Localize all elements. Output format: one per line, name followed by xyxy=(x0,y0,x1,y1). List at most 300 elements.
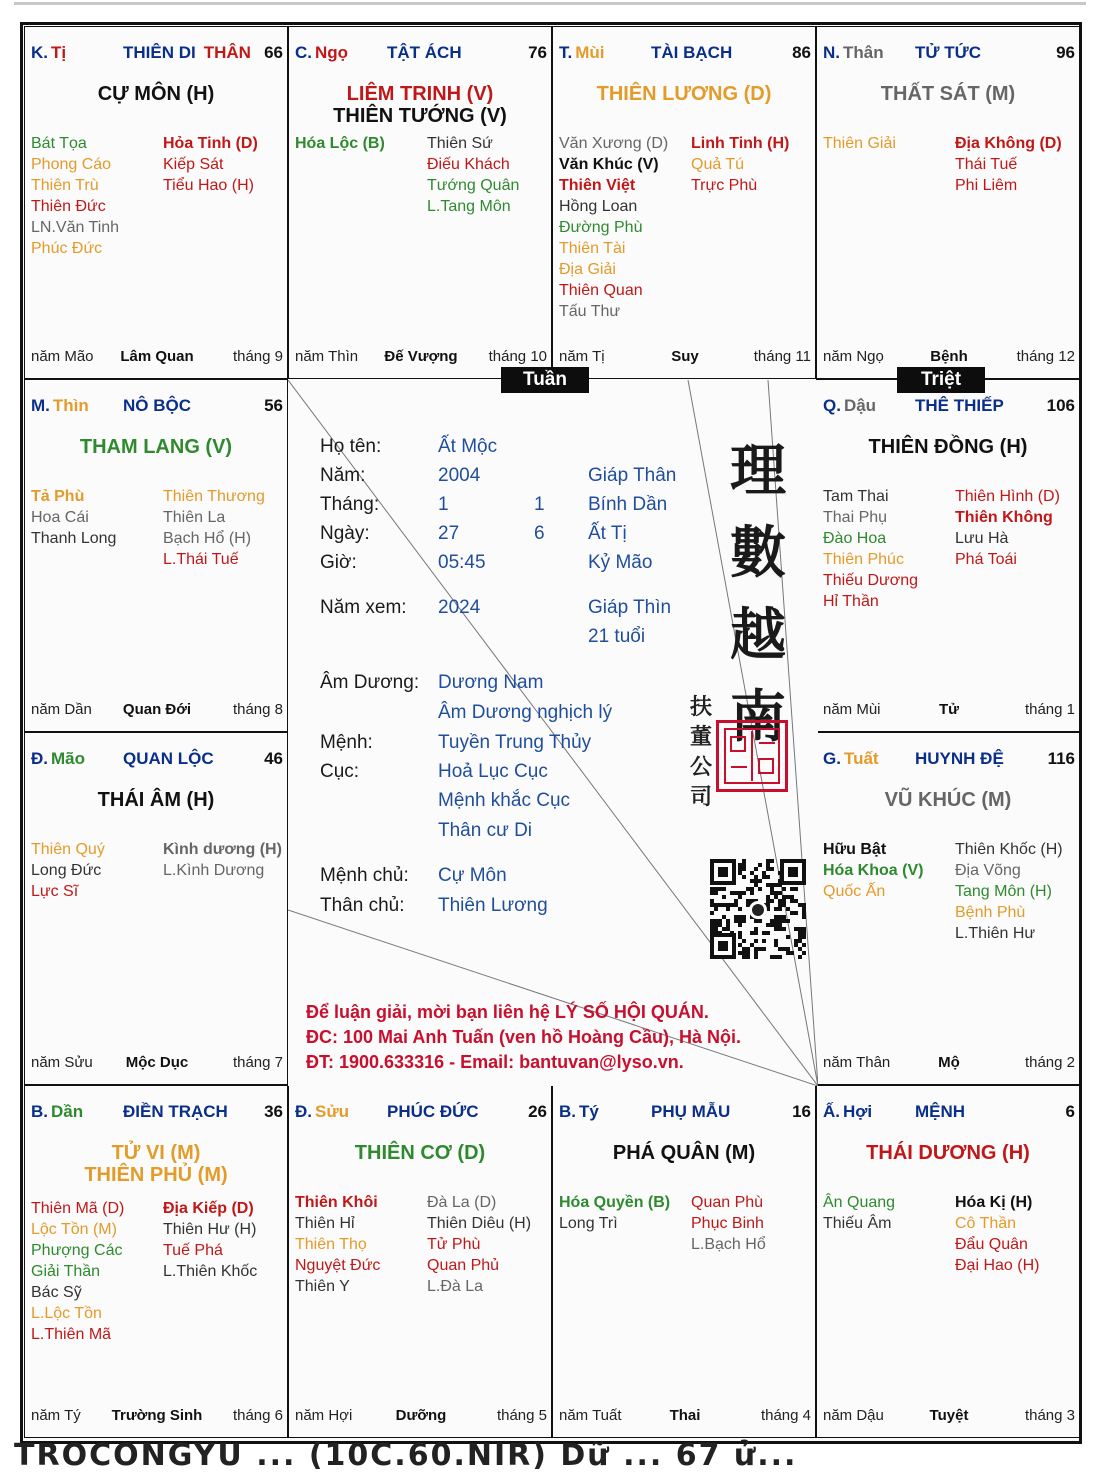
minor-stars-right xyxy=(163,1198,257,1282)
calligraphy-column xyxy=(718,430,798,758)
palace-header xyxy=(823,43,1075,67)
palace-footer xyxy=(559,1407,811,1427)
value-ngay: 27 xyxy=(438,523,460,544)
minor-star: Địa Giải xyxy=(559,261,616,278)
label-ho-ten: Họ tên: xyxy=(320,436,382,457)
palace-year: năm Tị xyxy=(559,348,605,365)
palace-header xyxy=(31,1102,283,1126)
palace-footer xyxy=(295,348,547,368)
value-am-duong-2: Âm Dương nghịch lý xyxy=(438,702,613,723)
than-marker: THÂN xyxy=(203,43,251,62)
palace-header xyxy=(295,43,547,67)
minor-star: Thiên Diêu (H) xyxy=(427,1215,532,1232)
palace-than[interactable] xyxy=(816,26,1080,379)
palace-life-stage: Mộ xyxy=(938,1054,960,1071)
minor-star: Thiên Phúc xyxy=(823,551,904,568)
palace-footer xyxy=(295,1407,547,1427)
palace-footer xyxy=(823,1054,1075,1074)
palace-life-stage: Lâm Quan xyxy=(120,348,194,365)
minor-star: Thanh Long xyxy=(31,530,117,547)
palace-tuat[interactable] xyxy=(816,732,1080,1085)
minor-star: Linh Tinh (H) xyxy=(691,135,790,152)
palace-branch xyxy=(31,396,89,416)
palace-life-stage: Trường Sinh xyxy=(111,1407,203,1424)
minor-star: Đẩu Quân xyxy=(955,1236,1028,1253)
branch-char: Thìn xyxy=(52,396,89,415)
main-star: THIÊN TƯỚNG (V) xyxy=(333,105,507,127)
minor-star: Quan Phủ xyxy=(427,1257,500,1274)
palace-footer xyxy=(559,348,811,368)
branch-prefix: M. xyxy=(31,396,50,415)
value-menh: Tuyền Trung Thủy xyxy=(438,732,592,753)
palace-name-text: QUAN LỘC xyxy=(123,749,214,768)
palace-name-text: TÀI BẠCH xyxy=(651,43,733,62)
palace-name xyxy=(915,1102,965,1122)
palace-ngo[interactable] xyxy=(288,26,552,379)
minor-star: Tam Thai xyxy=(823,488,889,505)
minor-star: Thiên Quan xyxy=(559,282,643,299)
minor-star: Thiên Quý xyxy=(31,841,105,858)
minor-star: Long Đức xyxy=(31,862,102,879)
minor-star: Đào Hoa xyxy=(823,530,887,547)
palace-branch xyxy=(823,749,879,769)
palace-name-text: PHỤ MẪU xyxy=(651,1102,731,1121)
value-cuc-2: Mệnh khắc Cục xyxy=(438,790,571,811)
minor-star: Văn Xương (D) xyxy=(559,135,669,152)
palace-name xyxy=(387,43,462,63)
branch-prefix: Ấ. xyxy=(823,1102,840,1121)
calligraphy-char: 理 xyxy=(730,438,786,504)
minor-star: Ân Quang xyxy=(823,1194,896,1211)
palace-month: tháng 9 xyxy=(232,348,283,365)
palace-header xyxy=(31,749,283,773)
palace-dau[interactable] xyxy=(816,379,1080,732)
palace-footer xyxy=(31,1054,283,1074)
palace-branch xyxy=(295,1102,349,1122)
branch-prefix: B. xyxy=(31,1102,48,1121)
minor-star: Tướng Quân xyxy=(427,177,520,194)
minor-star: Bạch Hổ (H) xyxy=(163,530,252,547)
main-star: CỰ MÔN (H) xyxy=(97,83,215,105)
label-nam-xem: Năm xem: xyxy=(320,597,407,618)
palace-suu[interactable] xyxy=(288,1085,552,1438)
palace-branch xyxy=(823,396,876,416)
palace-name xyxy=(123,43,251,63)
value-than-chu: Thiên Lương xyxy=(438,895,548,916)
contact-address: ĐC: 100 Mai Anh Tuấn (ven hồ Hoàng Cầu), Hà Nội. xyxy=(306,1027,742,1047)
branch-prefix: Đ. xyxy=(295,1102,312,1121)
palace-life-stage: Tuyệt xyxy=(929,1407,969,1424)
minor-star: Địa Không (D) xyxy=(955,135,1062,152)
minor-stars-left xyxy=(823,839,923,902)
palace-ti[interactable] xyxy=(24,26,288,379)
main-stars xyxy=(25,1142,287,1186)
label-cuc: Cục: xyxy=(320,761,360,782)
main-stars xyxy=(289,1142,551,1164)
minor-star: Hóa Khoa (V) xyxy=(823,862,924,879)
minor-star: L.Đà La xyxy=(427,1278,484,1295)
minor-star: Thiên Thọ xyxy=(295,1236,367,1253)
minor-star: Bệnh Phù xyxy=(955,904,1026,921)
minor-stars-left xyxy=(31,486,116,549)
palace-name-text: PHÚC ĐỨC xyxy=(387,1102,479,1121)
minor-star: Địa Võng xyxy=(955,862,1021,879)
minor-star: Thiên Khôi xyxy=(295,1194,378,1211)
minor-star: Hóa Quyền (B) xyxy=(559,1194,671,1211)
minor-stars-left xyxy=(31,1198,124,1345)
minor-star: Thiên Y xyxy=(295,1278,350,1295)
palace-year: năm Sửu xyxy=(31,1054,93,1071)
value-ngay-am: 6 xyxy=(534,523,545,544)
minor-star: Hữu Bật xyxy=(823,841,887,858)
signature-char: 扶 xyxy=(689,694,712,720)
palace-life-stage: Suy xyxy=(671,348,699,365)
palace-number: 26 xyxy=(528,1102,547,1121)
main-star: THẤT SÁT (M) xyxy=(880,83,1016,105)
minor-star: Phượng Các xyxy=(31,1242,123,1259)
value-gio-can: Kỷ Mão xyxy=(588,552,653,573)
palace-number: 6 xyxy=(1065,1102,1075,1121)
palace-mao[interactable] xyxy=(24,732,288,1085)
branch-char: Ngọ xyxy=(315,43,349,62)
signature-char: 董 xyxy=(689,724,712,750)
palace-name-text: TỬ TỨC xyxy=(915,43,981,62)
main-star: THÁI ÂM (H) xyxy=(97,789,215,811)
palace-footer xyxy=(823,1407,1075,1427)
palace-year: năm Dần xyxy=(31,701,92,718)
main-stars xyxy=(817,1142,1079,1164)
footer-caption: TROCONGYU ... (10C.60.NIR) Dữ ... 67 ử... xyxy=(14,1438,798,1473)
minor-star: Đại Hao (H) xyxy=(955,1257,1040,1274)
minor-star: Tả Phù xyxy=(31,488,85,505)
main-star: THÁI DƯƠNG (H) xyxy=(866,1142,1030,1164)
main-stars xyxy=(25,436,287,458)
tuan-marker: Tuần xyxy=(501,367,589,393)
palace-branch xyxy=(823,43,884,63)
minor-star: Địa Kiếp (D) xyxy=(163,1200,254,1217)
palace-number: 86 xyxy=(792,43,811,62)
palace-name-text: MỆNH xyxy=(915,1102,966,1121)
palace-name-text: THIÊN DI xyxy=(123,43,196,62)
palace-name xyxy=(915,749,1004,769)
minor-stars-right xyxy=(955,486,1060,570)
palace-month: tháng 4 xyxy=(760,1407,811,1424)
minor-star: Thiên Hư (H) xyxy=(163,1221,257,1238)
palace-footer xyxy=(823,348,1075,368)
minor-stars-right xyxy=(691,133,789,196)
minor-star: Thai Phụ xyxy=(823,509,888,526)
palace-header xyxy=(559,43,811,67)
palace-year: năm Thìn xyxy=(295,348,359,365)
palace-number: 36 xyxy=(264,1102,283,1121)
minor-stars-left xyxy=(295,1192,380,1297)
palace-life-stage: Dưỡng xyxy=(395,1407,447,1424)
minor-star: Hóa Lộc (B) xyxy=(295,135,385,152)
branch-prefix: B. xyxy=(559,1102,576,1121)
palace-life-stage: Bệnh xyxy=(930,348,968,365)
palace-name-text: TẬT ÁCH xyxy=(387,43,462,62)
minor-star: Thiếu Âm xyxy=(823,1215,892,1232)
minor-stars-left xyxy=(559,1192,670,1234)
value-menh-chu: Cự Môn xyxy=(438,865,507,886)
main-stars xyxy=(289,83,551,127)
main-stars xyxy=(817,83,1079,105)
minor-star: Hồng Loan xyxy=(559,198,638,215)
minor-stars-left xyxy=(823,1192,895,1234)
minor-star: Đà La (D) xyxy=(427,1194,497,1211)
main-star: THIÊN PHỦ (M) xyxy=(84,1164,228,1186)
value-nam-xem-can: Giáp Thìn xyxy=(588,597,672,618)
red-seal-icon xyxy=(716,720,788,792)
minor-star: L.Bạch Hổ xyxy=(691,1236,766,1253)
minor-star: L.Thiên Khốc xyxy=(163,1263,258,1280)
minor-star: Lưu Hà xyxy=(955,530,1009,547)
palace-footer xyxy=(31,348,283,368)
minor-star: Lực Sĩ xyxy=(31,883,79,900)
palace-year: năm Mùi xyxy=(823,701,881,718)
palace-number: 106 xyxy=(1046,396,1075,415)
palace-month: tháng 3 xyxy=(1024,1407,1075,1424)
palace-ty[interactable] xyxy=(552,1085,816,1438)
palace-month: tháng 8 xyxy=(232,701,283,718)
main-star: THIÊN LƯƠNG (D) xyxy=(596,83,772,105)
palace-branch xyxy=(295,43,348,63)
palace-number: 66 xyxy=(264,43,283,62)
branch-char: Hợi xyxy=(843,1102,873,1121)
value-thang: 1 xyxy=(438,494,449,515)
palace-footer xyxy=(31,701,283,721)
palace-year: năm Hợi xyxy=(295,1407,353,1424)
minor-star: Thiên Trù xyxy=(31,177,99,194)
minor-stars-right xyxy=(691,1192,766,1255)
palace-year: năm Dậu xyxy=(823,1407,884,1424)
branch-char: Sửu xyxy=(315,1102,350,1121)
minor-star: Thiên Đức xyxy=(31,198,106,215)
minor-star: Thiên Thương xyxy=(163,488,265,505)
value-ho-ten: Ất Mộc xyxy=(438,436,498,457)
minor-star: L.Thiên Mã xyxy=(31,1326,112,1343)
branch-prefix: Đ. xyxy=(31,749,48,768)
main-stars xyxy=(25,83,287,105)
branch-char: Dậu xyxy=(843,396,877,415)
minor-stars-left xyxy=(559,133,668,322)
palace-name xyxy=(915,396,1004,416)
palace-dan[interactable] xyxy=(24,1085,288,1438)
label-ngay: Ngày: xyxy=(320,523,370,544)
branch-char: Mùi xyxy=(575,43,605,62)
minor-star: Phúc Đức xyxy=(31,240,103,257)
palace-number: 96 xyxy=(1056,43,1075,62)
minor-star: Đường Phù xyxy=(559,219,643,236)
minor-star: Thái Tuế xyxy=(955,156,1018,173)
branch-char: Tý xyxy=(579,1102,599,1121)
palace-month: tháng 2 xyxy=(1024,1054,1075,1071)
minor-stars-left xyxy=(823,133,896,154)
palace-name xyxy=(651,43,732,63)
palace-name-text: THÊ THIẾP xyxy=(915,396,1004,415)
palace-header xyxy=(559,1102,811,1126)
value-thang-can: Bính Dần xyxy=(588,494,668,515)
main-star: THIÊN ĐỒNG (H) xyxy=(868,436,1028,458)
branch-prefix: K. xyxy=(31,43,48,62)
calligraphy-char: 數 xyxy=(730,520,786,586)
minor-star: Thiên Sứ xyxy=(427,135,493,152)
palace-name xyxy=(651,1102,730,1122)
palace-year: năm Tuất xyxy=(559,1407,622,1424)
branch-char: Thân xyxy=(843,43,884,62)
palace-branch xyxy=(31,1102,83,1122)
palace-year: năm Thân xyxy=(823,1054,891,1071)
minor-stars-left xyxy=(823,486,918,612)
palace-life-stage: Mộc Dục xyxy=(125,1054,189,1071)
branch-char: Mão xyxy=(51,749,85,768)
palace-branch xyxy=(559,1102,599,1122)
minor-star: Trực Phù xyxy=(691,177,758,194)
palace-life-stage: Đế Vượng xyxy=(384,348,458,365)
value-am-duong: Dương Nam xyxy=(438,672,544,693)
branch-prefix: C. xyxy=(295,43,312,62)
minor-star: Thiên Việt xyxy=(559,177,636,194)
palace-branch xyxy=(823,1102,872,1122)
main-star: LIÊM TRINH (V) xyxy=(346,83,494,105)
calligraphy-char: 越 xyxy=(730,602,786,668)
minor-star: Kình dương (H) xyxy=(163,841,282,858)
minor-star: Phi Liêm xyxy=(955,177,1018,194)
palace-footer xyxy=(31,1407,283,1427)
minor-star: Phong Cáo xyxy=(31,156,112,173)
contact-phone-email[interactable]: ĐT: 1900.633316 - Email: bantuvan@lyso.vn. xyxy=(306,1052,684,1072)
main-star: THAM LANG (V) xyxy=(79,436,233,458)
main-stars xyxy=(553,1142,815,1164)
minor-star: Kiếp Sát xyxy=(163,156,224,173)
palace-header xyxy=(31,396,283,420)
value-ngay-can: Ất Tị xyxy=(588,523,627,544)
palace-year: năm Mão xyxy=(31,348,94,365)
minor-star: LN.Văn Tinh xyxy=(31,219,120,236)
minor-star: Hoa Cái xyxy=(31,509,89,526)
palace-month: tháng 10 xyxy=(488,348,547,365)
main-star: THIÊN CƠ (D) xyxy=(354,1142,486,1164)
minor-star: Nguyệt Đức xyxy=(295,1257,381,1274)
qr-code-icon[interactable] xyxy=(708,857,808,963)
contact-block xyxy=(306,1000,741,1075)
palace-header xyxy=(295,1102,547,1126)
minor-star: Tấu Thư xyxy=(559,303,621,320)
minor-star: Thiên Hỉ xyxy=(295,1215,355,1232)
palace-header xyxy=(823,1102,1075,1126)
label-thang: Tháng: xyxy=(320,494,380,515)
minor-star: Long Trì xyxy=(559,1215,618,1232)
palace-month: tháng 7 xyxy=(232,1054,283,1071)
branch-prefix: T. xyxy=(559,43,573,62)
minor-stars-right xyxy=(955,1192,1039,1276)
main-star: TỬ VI (M) xyxy=(111,1142,201,1164)
main-stars xyxy=(817,436,1079,458)
palace-year: năm Tý xyxy=(31,1407,81,1424)
minor-stars-left xyxy=(295,133,385,154)
minor-star: Thiên Khốc (H) xyxy=(955,841,1063,858)
value-gio: 05:45 xyxy=(438,552,486,573)
palace-name xyxy=(123,1102,228,1122)
palace-name-text: NÔ BỘC xyxy=(123,396,191,415)
minor-stars-left xyxy=(31,133,119,259)
palace-month: tháng 12 xyxy=(1016,348,1075,365)
minor-stars-right xyxy=(427,1192,531,1297)
branch-char: Tị xyxy=(51,43,67,62)
contact-line: Để luận giải, mời bạn liên hệ LÝ SỐ HỘI QUÁN. xyxy=(306,1002,709,1022)
palace-name-text: HUYNH ĐỆ xyxy=(915,749,1004,768)
minor-star: Tử Phù xyxy=(427,1236,481,1253)
palace-month: tháng 6 xyxy=(232,1407,283,1424)
center-info-panel xyxy=(288,380,818,1086)
minor-star: Bát Tọa xyxy=(31,135,87,152)
main-star: PHÁ QUÂN (M) xyxy=(612,1142,756,1164)
palace-month: tháng 5 xyxy=(496,1407,547,1424)
branch-prefix: N. xyxy=(823,43,840,62)
palace-number: 76 xyxy=(528,43,547,62)
minor-star: Thiên Tài xyxy=(559,240,626,257)
main-star: VŨ KHÚC (M) xyxy=(884,789,1012,811)
minor-star: Tiểu Hao (H) xyxy=(163,177,254,194)
top-divider xyxy=(14,2,1086,5)
palace-name xyxy=(123,749,214,769)
palace-name-text: ĐIỀN TRẠCH xyxy=(123,1102,228,1121)
minor-star: Quan Phù xyxy=(691,1194,764,1211)
value-nam-xem: 2024 xyxy=(438,597,481,618)
palace-month: tháng 11 xyxy=(753,348,811,365)
calligraphy-signature xyxy=(686,692,716,812)
main-stars xyxy=(553,83,815,105)
minor-star: Hỏa Tinh (D) xyxy=(163,135,258,152)
value-tuoi: 21 tuổi xyxy=(588,626,646,647)
palace-branch xyxy=(31,749,85,769)
palace-month: tháng 1 xyxy=(1024,701,1075,718)
minor-star: Quả Tú xyxy=(691,156,745,173)
minor-stars-right xyxy=(955,133,1062,196)
palace-name xyxy=(915,43,981,63)
value-cuc-3: Thân cư Di xyxy=(438,820,533,841)
branch-prefix: G. xyxy=(823,749,841,768)
calligraphy-char: 南 xyxy=(730,684,786,750)
branch-char: Dần xyxy=(51,1102,84,1121)
palace-thin[interactable] xyxy=(24,379,288,732)
palace-header xyxy=(31,43,283,67)
minor-stars-left xyxy=(31,839,105,902)
minor-star: Thiên Hình (D) xyxy=(955,488,1060,505)
label-than-chu: Thân chủ: xyxy=(320,895,405,916)
minor-star: Thiên Mã (D) xyxy=(31,1200,125,1217)
palace-number: 116 xyxy=(1047,749,1075,768)
label-menh-chu: Mệnh chủ: xyxy=(320,865,409,886)
minor-star: Tang Môn (H) xyxy=(955,883,1052,900)
minor-stars-right xyxy=(955,839,1063,944)
palace-mui[interactable] xyxy=(552,26,816,379)
minor-star: Văn Khúc (V) xyxy=(559,156,659,173)
label-gio: Giờ: xyxy=(320,552,357,573)
palace-life-stage: Quan Đới xyxy=(122,701,192,718)
minor-star: L.Thiên Hư xyxy=(955,925,1036,942)
palace-name xyxy=(387,1102,479,1122)
palace-hoi[interactable] xyxy=(816,1085,1080,1438)
palace-header xyxy=(823,396,1075,420)
minor-star: Lộc Tồn (M) xyxy=(31,1221,117,1238)
palace-number: 16 xyxy=(792,1102,811,1121)
value-nam: 2004 xyxy=(438,465,481,486)
minor-star: L.Thái Tuế xyxy=(163,551,239,568)
minor-star: Thiên La xyxy=(163,509,226,526)
minor-star: L.Tang Môn xyxy=(427,198,511,215)
minor-stars-right xyxy=(163,133,258,196)
